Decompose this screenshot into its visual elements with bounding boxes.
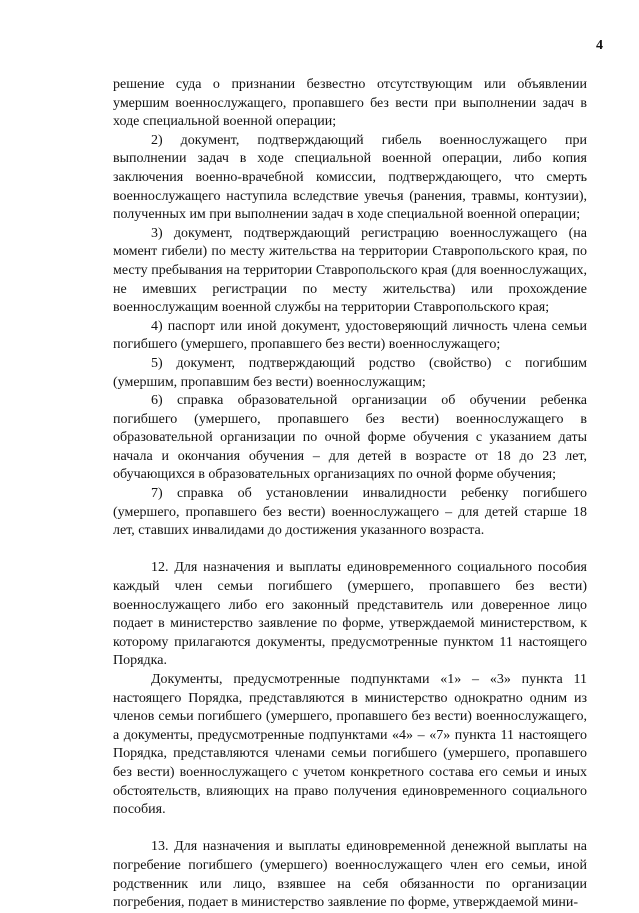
page-number: 4: [596, 38, 603, 53]
list-item-3: 3) документ, подтверждающий регистрацию военнослужащего (на момент гибели) по месту жительства на территории Ставропольского края, по месту пребывания на территории Ставропольского края (для военнослужащих, не имевших регистрации по месту жительства) или прохождение военнослужащим военной службы на территории Ставропольского края;: [113, 225, 587, 316]
list-item-2: 2) документ, подтверждающий гибель военнослужащего при выполнении задач в ходе специальной военной операции, либо копия заключения военно-врачебной комиссии, подтверждающего, что смерть военнослужащего наступила вследствие увечья (ранения, травмы, контузии), полученных им при выполнении задач в ходе специальной военной операции;: [113, 132, 587, 223]
list-item-4: 4) паспорт или иной документ, удостоверяющий личность члена семьи погибшего (умершего, пропавшего без вести) военнослужащего;: [113, 318, 587, 353]
section-12-paragraph: 12. Для назначения и выплаты единовременного социального пособия каждый член семьи погибшего (умершего, пропавшего без вести) военнослужащего либо его законный представитель или доверенное лицо подает в министерство заявление по форме, утверждаемой министерством, к которому прилагаются документы, предусмотренные пунктом 11 настоящего Порядка.: [113, 560, 587, 669]
section-12-documents-paragraph: Документы, предусмотренные подпунктами «1» – «3» пункта 11 настоящего Порядка, представляются в министерство однократно одним из членов семьи погибшего (умершего, пропавшего без вести) военнослужащего, а документы, предусмотренные подпунктами «4» – «7» пункта 11 настоящего Порядка, представляются членами семьи погибшего (умершего, пропавшего без вести) военнослужащего с учетом конкретного состава его семьи и иных обстоятельств, влияющих на право получения единовременного социального пособия.: [113, 672, 587, 818]
section-13-paragraph: 13. Для назначения и выплаты единовременной денежной выплаты на погребение погибшего (умершего) военнослужащего член его семьи, иной родственник или лицо, взявшее на себя обязанности по организации погребения, подает в министерство заявление по форме, утверждаемой мини-: [113, 839, 587, 911]
list-item-5: 5) документ, подтверждающий родство (свойство) с погибшим (умершим, пропавшим без вести) военнослужащим;: [113, 355, 587, 390]
list-item-7: 7) справка об установлении инвалидности ребенку погибшего (умершего, пропавшего без вести) военнослужащего – для детей старше 18 лет, ставших инвалидами до достижения указанного возраста.: [113, 486, 587, 539]
document-body: [113, 76, 587, 913]
list-item-6: 6) справка образовательной организации об обучении ребенка погибшего (умершего, пропавшего без вести) военнослужащего в образовательной организации по очной форме обучения с указанием даты начала и окончания обучения – для детей в возрасте от 18 до 23 лет, обучающихся в образовательных организациях по очной форме обучения;: [113, 393, 587, 483]
paragraph-continuation: решение суда о признании безвестно отсутствующим или объявлении умершим военнослужащего, пропавшего без вести при выполнении задач в ходе специальной военной операции;: [113, 77, 587, 130]
